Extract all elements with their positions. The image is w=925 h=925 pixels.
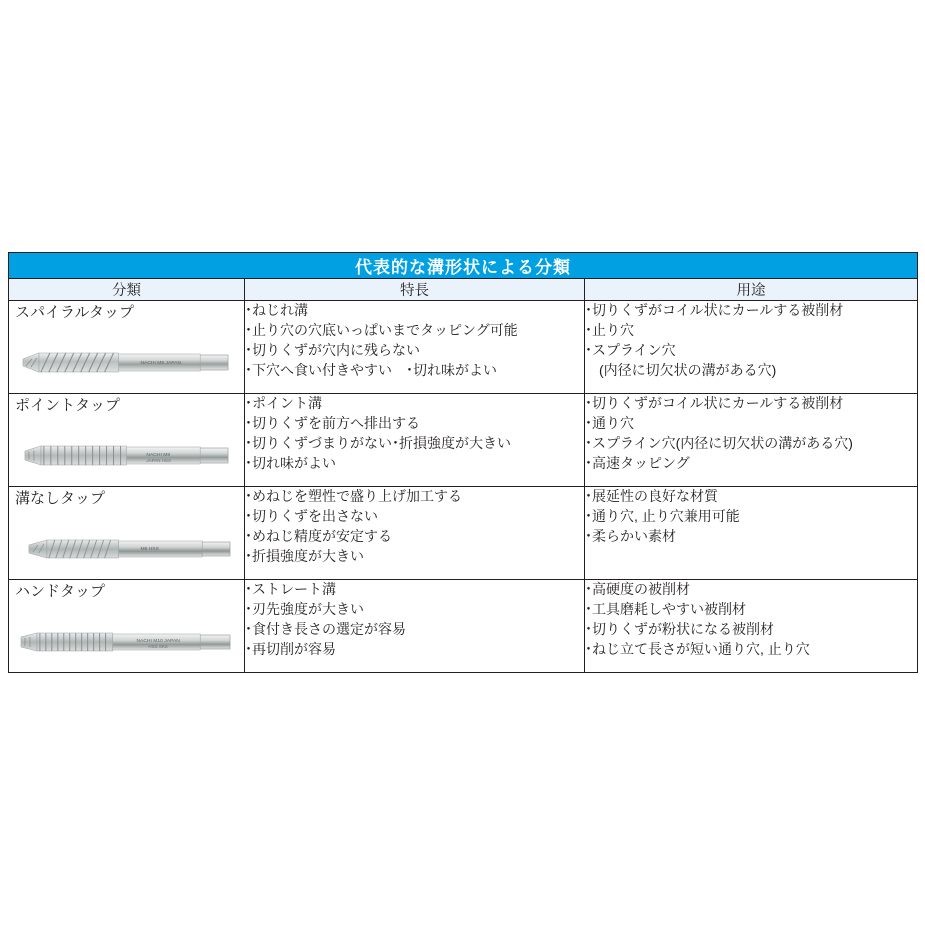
category-label: 溝なしタップ bbox=[15, 490, 106, 507]
feature-line: ･下穴へ食い付きやすい ･切れ味がよい bbox=[245, 361, 497, 378]
feature-line: ･折損強度が大きい bbox=[245, 547, 364, 564]
hand-tap-photo bbox=[13, 612, 240, 670]
use-line: ･高速タッピング bbox=[585, 454, 690, 471]
spiral-tap-photo bbox=[13, 333, 240, 391]
feature-line: ･再切削が容易 bbox=[245, 640, 336, 657]
feature-line: ･切りくずを前方へ排出する bbox=[245, 414, 420, 431]
svg-text:NACHI M6 JAPAN: NACHI M6 JAPAN bbox=[140, 359, 182, 367]
feature-line: ･ストレート溝 bbox=[245, 581, 336, 597]
feature-line: ･食付き長さの選定が容易 bbox=[245, 620, 406, 637]
fluteless-tap-photo bbox=[13, 519, 240, 577]
use-line: ･柔らかい素材 bbox=[585, 527, 676, 544]
use-line: ･通り穴 bbox=[585, 414, 634, 431]
table-title-row bbox=[9, 253, 918, 279]
feature-line: ･切りくずが穴内に残らない bbox=[245, 341, 420, 358]
use-line: ･止り穴 bbox=[585, 321, 634, 338]
category-cell-spiral bbox=[9, 301, 245, 394]
svg-text:NACHI M8: NACHI M8 bbox=[146, 451, 171, 459]
use-line: ･工具磨耗しやすい被削材 bbox=[585, 600, 746, 617]
point-tap-photo bbox=[13, 426, 240, 484]
feature-line: ･ねじれ溝 bbox=[245, 302, 308, 318]
uses-cell-fluteless bbox=[585, 487, 918, 580]
features-cell-point bbox=[245, 394, 585, 487]
use-line: ･切りくずがコイル状にカールする被削材 bbox=[585, 302, 844, 318]
feature-line: ･切りくずを出さない bbox=[245, 507, 378, 524]
use-line: (内径に切欠状の溝がある穴) bbox=[585, 361, 777, 378]
table-row bbox=[9, 487, 918, 580]
use-line: ･切りくずがコイル状にカールする被削材 bbox=[585, 395, 844, 411]
table-header-row bbox=[9, 279, 918, 301]
table-title: 代表的な溝形状による分類 bbox=[9, 253, 918, 279]
table-row bbox=[9, 394, 918, 487]
column-header-features: 特長 bbox=[245, 279, 585, 301]
feature-line: ･切りくずづまりがない･折損強度が大きい bbox=[245, 434, 511, 451]
uses-cell-hand bbox=[585, 580, 918, 673]
features-cell-hand bbox=[245, 580, 585, 673]
use-line: ･スプライン穴(内径に切欠状の溝がある穴) bbox=[585, 434, 853, 451]
category-label: ハンドタップ bbox=[15, 583, 106, 600]
feature-line: ･切れ味がよい bbox=[245, 454, 336, 471]
use-line: ･展延性の良好な材質 bbox=[585, 488, 718, 504]
svg-text:JAPAN HSS: JAPAN HSS bbox=[146, 457, 171, 464]
feature-line: ･めねじ精度が安定する bbox=[245, 527, 392, 544]
feature-line: ･めねじを塑性で盛り上げ加工する bbox=[245, 488, 462, 504]
feature-line: ･刃先強度が大きい bbox=[245, 600, 364, 617]
table-row bbox=[9, 580, 918, 673]
category-cell-point bbox=[9, 394, 245, 487]
category-cell-hand bbox=[9, 580, 245, 673]
svg-text:M6 HSS: M6 HSS bbox=[140, 545, 159, 553]
use-line: ･スプライン穴 bbox=[585, 341, 676, 358]
use-line: ･切りくずが粉状になる被削材 bbox=[585, 620, 774, 637]
column-header-uses: 用途 bbox=[585, 279, 918, 301]
category-cell-fluteless bbox=[9, 487, 245, 580]
category-label: スパイラルタップ bbox=[15, 304, 134, 321]
features-cell-spiral bbox=[245, 301, 585, 394]
svg-text:HSS SKS: HSS SKS bbox=[148, 643, 168, 650]
column-header-category: 分類 bbox=[9, 279, 245, 301]
use-line: ･通り穴, 止り穴兼用可能 bbox=[585, 507, 740, 524]
classification-table bbox=[8, 252, 918, 673]
category-label: ポイントタップ bbox=[15, 397, 121, 414]
use-line: ･高硬度の被削材 bbox=[585, 581, 690, 597]
uses-cell-point bbox=[585, 394, 918, 487]
classification-table-container bbox=[8, 252, 917, 673]
features-cell-fluteless bbox=[245, 487, 585, 580]
feature-line: ･ポイント溝 bbox=[245, 395, 322, 411]
use-line: ･ねじ立て長さが短い通り穴, 止り穴 bbox=[585, 640, 810, 657]
uses-cell-spiral bbox=[585, 301, 918, 394]
feature-line: ･止り穴の穴底いっぱいまでタッピング可能 bbox=[245, 321, 518, 338]
table-row bbox=[9, 301, 918, 394]
svg-text:NACHI M10 JAPAN: NACHI M10 JAPAN bbox=[136, 637, 180, 645]
